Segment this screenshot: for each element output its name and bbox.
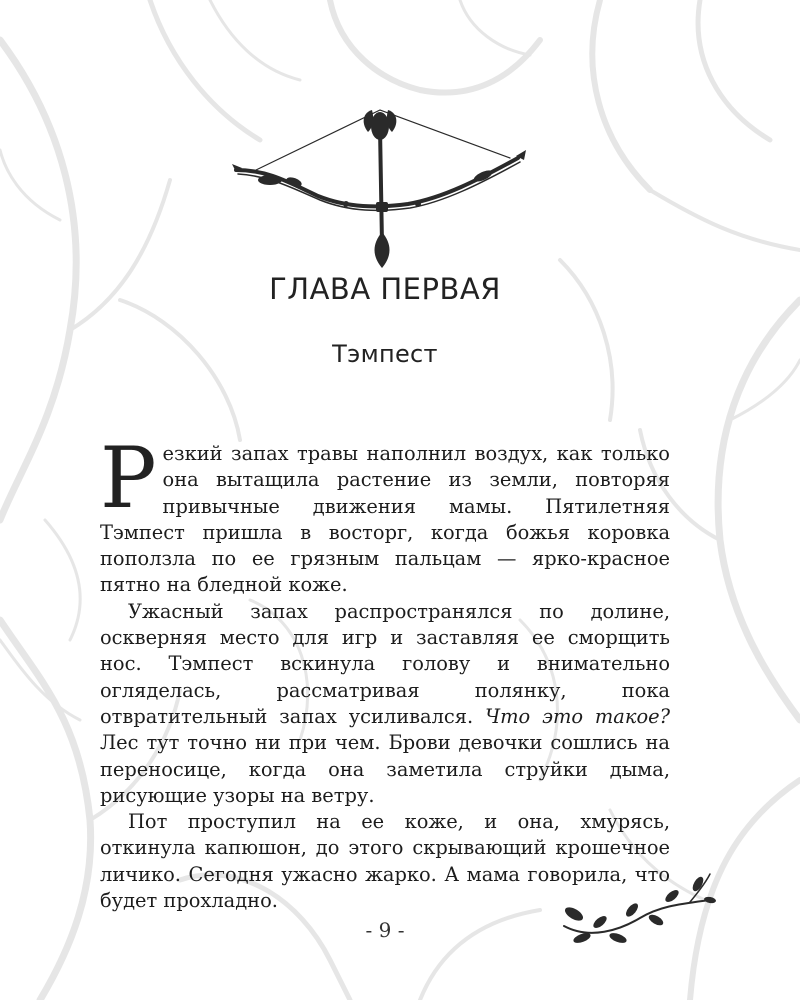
paragraph-1-text: езкий запах травы наполнил воздух, как только она вытащила растение из земли, повторяя привычные движения мамы. Пятилетняя Тэмпест пришла в восторг, когда божья коровка поползла по ее грязным пальцам — ярко-красное пятно на бледной коже. bbox=[100, 442, 670, 597]
bow-and-arrow-emblem-icon bbox=[228, 104, 528, 268]
page-number: - 9 - bbox=[365, 918, 405, 942]
chapter-title: ГЛАВА ПЕРВАЯ bbox=[269, 272, 501, 306]
paragraph-1 bbox=[100, 429, 670, 599]
vine-ornament-icon bbox=[560, 870, 720, 960]
paragraph-2-end: Лес тут точно ни при чем. Брови девочки сошлись на переносице, когда она заметила струйки дыма, рисующие узоры на ветру. bbox=[100, 731, 670, 807]
paragraph-2-start: Ужасный запах распространялся по долине, оскверняя место для игр и заставляя ее сморщить нос. Тэмпест вскинула голову и внимательно огляделась, рассматривая полянку, пока отвратительный запах усиливался. bbox=[100, 599, 670, 728]
drop-cap: Р bbox=[100, 429, 157, 527]
body-text bbox=[100, 429, 670, 914]
paragraph-2 bbox=[100, 599, 670, 809]
paragraph-3-text: Пот проступил на ее коже, и она, хмурясь, откинула капюшон, до этого скрывающий крошечное личико. Сегодня ужасно жарко. А мама говорила, что будет прохладно. bbox=[100, 810, 670, 913]
paragraph-2-italic: Что это такое? bbox=[485, 704, 670, 728]
chapter-name: Тэмпест bbox=[332, 340, 438, 368]
